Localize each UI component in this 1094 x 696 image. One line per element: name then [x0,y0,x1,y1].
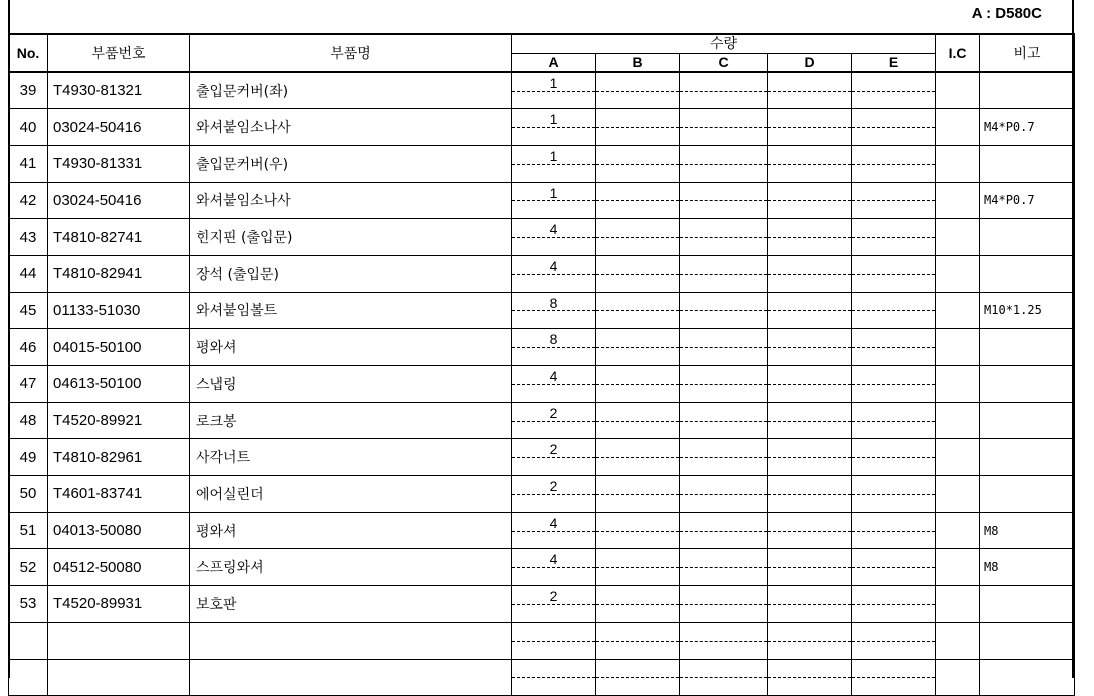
row-qty-a [512,329,596,366]
row-part-name: 스프링와셔 [190,549,512,586]
header-col-e: E [852,54,936,73]
row-part-name: 로크봉 [190,402,512,439]
row-ic [936,255,980,292]
row-qty-e [852,292,936,329]
row-part-name: 평와셔 [190,329,512,366]
header-part-name: 부품명 [190,34,512,72]
row-qty-d [768,182,852,219]
row-remark [980,219,1075,256]
row-qty-d [768,72,852,109]
row-qty-a-value: 4 [549,368,558,384]
row-qty-c [680,402,768,439]
row-remark [980,255,1075,292]
row-remark: M4*P0.7 [980,182,1075,219]
header-col-b: B [596,54,680,73]
row-qty-a-value: 2 [549,588,558,605]
header-remark: 비고 [980,34,1075,72]
row-qty-b [596,512,680,549]
row-part-name: 에어실린더 [190,476,512,513]
row-qty-c [680,182,768,219]
row-ic [936,549,980,586]
row-part-no: 01133-51030 [48,292,190,329]
row-ic [936,439,980,476]
row-qty-e [852,586,936,623]
header-no: No. [9,34,48,72]
row-qty-c [680,255,768,292]
row-qty-e [852,72,936,109]
row-qty-e [852,402,936,439]
row-qty-a-value: 1 [549,111,558,128]
row-qty-e [852,439,936,476]
row-qty-a [512,219,596,256]
row-qty-c [680,219,768,256]
row-qty-c [680,366,768,403]
row-qty-c [680,439,768,476]
row-remark [980,586,1075,623]
row-no [9,622,48,659]
row-qty-e [852,329,936,366]
row-qty-b [596,586,680,623]
row-part-name [190,622,512,659]
row-no: 48 [9,402,48,439]
row-qty-d [768,109,852,146]
row-qty-e [852,109,936,146]
table-row [9,329,1075,366]
row-no: 47 [9,366,48,403]
table-row [9,476,1075,513]
row-qty-e [852,145,936,182]
row-remark: M8 [980,549,1075,586]
row-remark [980,402,1075,439]
row-part-name: 사각너트 [190,439,512,476]
row-part-no: T4930-81331 [48,145,190,182]
row-qty-d [768,145,852,182]
row-qty-a-value: 1 [549,147,558,164]
table-row [9,109,1075,146]
row-qty-d [768,292,852,329]
row-qty-c [680,586,768,623]
row-remark [980,329,1075,366]
row-no: 49 [9,439,48,476]
row-qty-e [852,366,936,403]
row-qty-c [680,292,768,329]
row-no: 41 [9,145,48,182]
header-part-no: 부품번호 [48,34,190,72]
row-qty-d [768,622,852,659]
row-part-no: T4520-89921 [48,402,190,439]
row-qty-b [596,549,680,586]
row-qty-c [680,622,768,659]
row-no: 46 [9,329,48,366]
table-row [9,402,1075,439]
row-qty-b [596,292,680,329]
table-row [9,439,1075,476]
row-qty-b [596,402,680,439]
row-ic [936,219,980,256]
row-ic [936,182,980,219]
row-part-name: 와셔붙임소나사 [190,109,512,146]
row-qty-a-value: 1 [549,75,558,91]
row-part-name: 평와셔 [190,512,512,549]
row-remark [980,622,1075,659]
row-remark [980,366,1075,403]
row-qty-c [680,549,768,586]
row-no: 45 [9,292,48,329]
row-remark: M10*1.25 [980,292,1075,329]
table-row [9,219,1075,256]
row-qty-b [596,109,680,146]
row-qty-d [768,219,852,256]
row-qty-a [512,512,596,549]
row-qty-c [680,512,768,549]
row-qty-b [596,145,680,182]
row-part-no: T4810-82941 [48,255,190,292]
row-qty-e [852,182,936,219]
row-qty-b [596,72,680,109]
row-remark [980,476,1075,513]
row-ic [936,109,980,146]
row-qty-a [512,182,596,219]
row-qty-a [512,255,596,292]
row-qty-b [596,622,680,659]
row-remark [980,72,1075,109]
header-col-a: A [512,54,596,73]
row-part-no: T4930-81321 [48,72,190,109]
row-no: 52 [9,549,48,586]
row-qty-a-value: 4 [549,257,558,274]
row-qty-b [596,219,680,256]
row-part-name: 보호판 [190,586,512,623]
row-qty-a [512,549,596,586]
row-no: 39 [9,72,48,109]
row-qty-a-value: 2 [549,478,558,495]
row-qty-b [596,182,680,219]
row-part-no: 03024-50416 [48,109,190,146]
row-part-no [48,622,190,659]
table-row [9,586,1075,623]
row-remark [980,145,1075,182]
header-col-c: C [680,54,768,73]
row-qty-d [768,402,852,439]
row-qty-e [852,622,936,659]
row-qty-a [512,145,596,182]
row-qty-e [852,549,936,586]
row-ic [936,622,980,659]
row-part-name: 출입문커버(좌) [190,72,512,109]
row-part-name: 출입문커버(우) [190,145,512,182]
row-qty-a [512,109,596,146]
row-qty-a-value: 2 [549,404,558,421]
row-qty-c [680,476,768,513]
row-qty-b [596,476,680,513]
row-qty-c [680,145,768,182]
row-ic [936,329,980,366]
row-qty-a-value: 4 [549,551,558,568]
row-part-no: 04015-50100 [48,329,190,366]
row-qty-a-value: 1 [549,184,558,201]
header-qty: 수량 [512,34,936,54]
row-qty-b [596,439,680,476]
row-qty-d [768,549,852,586]
row-ic [936,402,980,439]
header-ic: I.C [936,34,980,72]
row-no: 42 [9,182,48,219]
row-qty-d [768,512,852,549]
row-qty-b [596,255,680,292]
row-qty-b [596,366,680,403]
row-qty-c [680,329,768,366]
row-qty-e [852,476,936,513]
row-qty-d [768,476,852,513]
row-no: 53 [9,586,48,623]
row-part-no: T4810-82961 [48,439,190,476]
row-qty-a [512,439,596,476]
parts-table [8,33,1075,696]
row-no: 51 [9,512,48,549]
row-no: 43 [9,219,48,256]
row-remark: M4*P0.7 [980,109,1075,146]
header-col-d: D [768,54,852,73]
row-qty-a [512,292,596,329]
row-qty-d [768,329,852,366]
row-ic [936,145,980,182]
row-qty-a-value: 8 [549,331,558,348]
row-part-no: 04013-50080 [48,512,190,549]
row-qty-a-value: 2 [549,441,558,458]
table-row [9,182,1075,219]
row-part-no: 04613-50100 [48,366,190,403]
row-part-name: 힌지핀 (출입문) [190,219,512,256]
table-row [9,292,1075,329]
row-part-no: T4520-89931 [48,586,190,623]
row-qty-d [768,366,852,403]
row-qty-a-value: 4 [549,514,558,531]
row-qty-a [512,72,596,109]
table-row [9,622,1075,659]
row-qty-e [852,219,936,256]
table-row [9,512,1075,549]
row-remark: M8 [980,512,1075,549]
row-qty-c [680,109,768,146]
table-row [9,549,1075,586]
row-qty-c [680,72,768,109]
row-ic [936,292,980,329]
row-part-no: T4810-82741 [48,219,190,256]
row-part-no: T4601-83741 [48,476,190,513]
model-label: A : D580C [971,5,1042,22]
row-ic [936,586,980,623]
row-ic [936,476,980,513]
row-part-name: 와셔붙임소나사 [190,182,512,219]
row-part-name: 장석 (출입문) [190,255,512,292]
row-qty-d [768,439,852,476]
row-qty-d [768,255,852,292]
row-qty-a [512,366,596,403]
row-qty-a [512,622,596,659]
table-row [9,72,1075,109]
row-qty-a [512,586,596,623]
row-no: 44 [9,255,48,292]
row-part-no: 04512-50080 [48,549,190,586]
row-part-name: 스냅링 [190,366,512,403]
table-row [9,255,1075,292]
row-part-no: 03024-50416 [48,182,190,219]
table-row [9,145,1075,182]
row-remark [980,439,1075,476]
row-qty-b [596,329,680,366]
row-qty-a [512,402,596,439]
row-qty-e [852,512,936,549]
row-no: 40 [9,109,48,146]
row-qty-d [768,586,852,623]
row-qty-e [852,255,936,292]
row-ic [936,512,980,549]
row-ic [936,72,980,109]
row-ic [936,366,980,403]
row-part-name: 와셔붙임볼트 [190,292,512,329]
row-qty-a-value: 8 [549,294,558,311]
row-qty-a-value: 4 [549,221,558,238]
row-no: 50 [9,476,48,513]
row-qty-a [512,476,596,513]
table-row [9,366,1075,403]
